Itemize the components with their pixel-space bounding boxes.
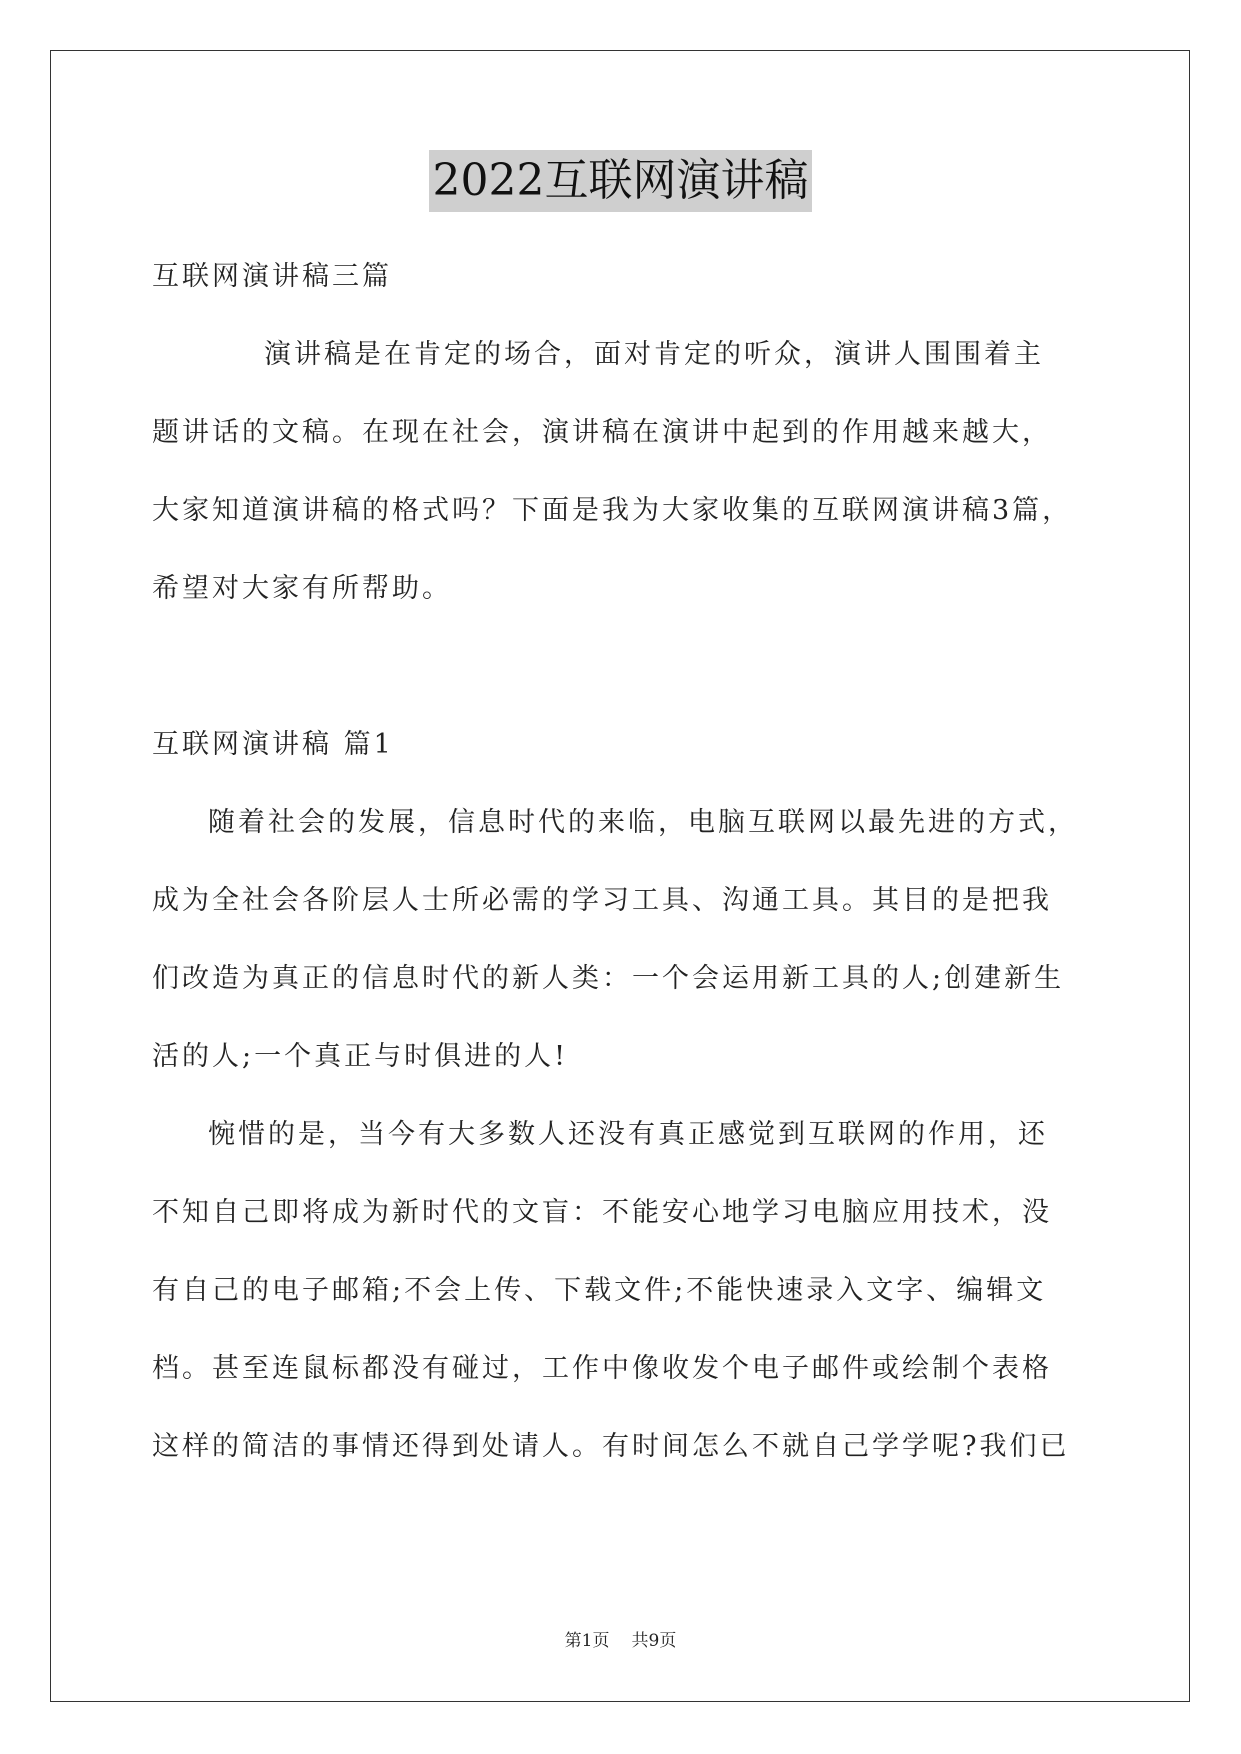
para2-line-3: 有自己的电子邮箱;不会上传、下载文件;不能快速录入文字、编辑文 bbox=[152, 1275, 1047, 1306]
page-number: 第1页 bbox=[564, 1631, 610, 1651]
section-heading: 互联网演讲稿 篇1 bbox=[152, 729, 394, 760]
page-footer bbox=[0, 1626, 1241, 1651]
para2-line-5: 这样的简洁的事情还得到处请人。有时间怎么不就自己学学呢?我们已 bbox=[152, 1431, 1070, 1462]
para2-line-4: 档。甚至连鼠标都没有碰过，工作中像收发个电子邮件或绘制个表格 bbox=[152, 1353, 1052, 1384]
intro-line-3: 大家知道演讲稿的格式吗？下面是我为大家收集的互联网演讲稿3篇， bbox=[152, 495, 1073, 526]
para1-line-2: 成为全社会各阶层人士所必需的学习工具、沟通工具。其目的是把我 bbox=[152, 885, 1052, 916]
document-title: 2022互联网演讲稿 bbox=[429, 150, 813, 212]
intro-line-4: 希望对大家有所帮助。 bbox=[152, 573, 452, 604]
document-body bbox=[152, 238, 1112, 1486]
page-total: 共9页 bbox=[631, 1631, 677, 1651]
title-container bbox=[0, 150, 1241, 212]
para2-line-2: 不知自己即将成为新时代的文盲：不能安心地学习电脑应用技术，没 bbox=[152, 1197, 1052, 1228]
intro-line-1: 演讲稿是在肯定的场合，面对肯定的听众，演讲人围围着主 bbox=[264, 339, 1044, 370]
para1-line-4: 活的人;一个真正与时俱进的人! bbox=[152, 1041, 568, 1072]
intro-line-2: 题讲话的文稿。在现在社会，演讲稿在演讲中起到的作用越来越大， bbox=[152, 417, 1052, 448]
para1-line-3: 们改造为真正的信息时代的新人类：一个会运用新工具的人;创建新生 bbox=[152, 963, 1065, 994]
para2-line-1: 惋惜的是，当今有大多数人还没有真正感觉到互联网的作用，还 bbox=[208, 1119, 1048, 1150]
subtitle: 互联网演讲稿三篇 bbox=[152, 261, 392, 292]
para1-line-1: 随着社会的发展，信息时代的来临，电脑互联网以最先进的方式， bbox=[208, 807, 1078, 838]
